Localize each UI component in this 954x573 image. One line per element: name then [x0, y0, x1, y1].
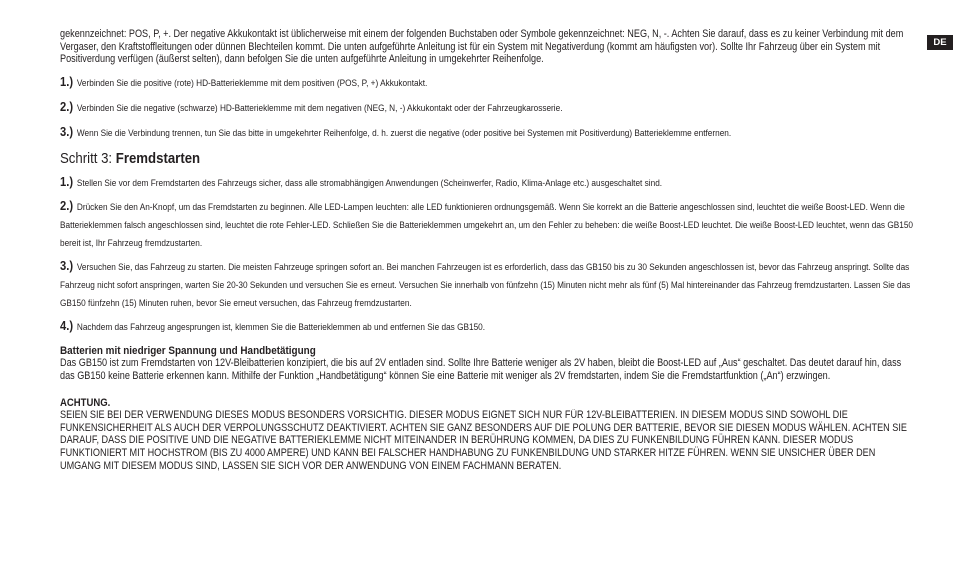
warning-paragraph: SEIEN SIE BEI DER VERWENDUNG DIESES MODUS BESONDERS VORSICHTIG. DIESER MODUS EIGNET SICH NUR FÜR 12V-BLEIBATTERIEN. IN DIESEM MODUS SIND SOWOHL DIE FUNKENSICHERHEIT ALS AUCH DER VERPOLUNGSSCHUTZ DEAKTIVIERT. ACHTEN SIE GANZ BESONDERS AUF DIE POLUNG DER BATTERIE, BEVOR SIE DIESEN MODUS WÄHLEN. ACHTEN SIE DARAUF, DASS DIE POSITIVE UND DIE NEGATIVE BATTERIEKLEMME NICHT MITEINANDER IN BERÜHRUNG KOMMEN, DA DIES ZU FUNKENBILDUNG FÜHREN KANN. DIESER MODUS FUNKTIONIERT MIT HOCHSTROM (BIS ZU 4000 AMPERE) UND KANN BEI FALSCHER HANDHABUNG ZU FUNKENBILDUNG UND STARKER HITZE FÜHREN. WENN SIE UNSICHER ÜBER DEN UMGANG MIT DIESEM MODUS SIND, LASSEN SIE SICH VOR DER ANWENDUNG VON EINEM FACHMANN BERATEN. [60, 409, 907, 472]
connect-step-3 [60, 123, 916, 141]
step-number: 2.) [60, 98, 74, 114]
step-number: 3.) [60, 123, 74, 139]
step-text: Verbinden Sie die negative (schwarze) HD-Batterieklemme mit dem negativen (NEG, N, -) Akkukontakt oder der Fahrzeugkarosserie. [76, 102, 563, 114]
manual-page [60, 28, 916, 472]
intro-paragraph: gekennzeichnet: POS, P, +. Der negative Akkukontakt ist üblicherweise mit einem der folgenden Buchstaben oder Symbole gekennzeichnet: NEG, N, -. Achten Sie darauf, dass es zu keiner Verbindung mit dem Vergaser, den Kraftstoffleitungen oder dünnen Blechteilen kommt. Die unten aufgeführte Anleitung ist für ein System mit Negativerdung (kommt am häufigsten vor). Sollte Ihr Fahrzeug über ein System mit Positiverdung verfügen (äußerst selten), dann befolgen Sie die unten aufgeführte Anleitung in umgekehrter Reihenfolge. [60, 28, 904, 66]
jumpstart-step-3 [60, 257, 916, 311]
language-badge: DE [927, 35, 953, 50]
low-voltage-heading: Batterien mit niedriger Spannung und Handbetätigung [60, 344, 316, 357]
jumpstart-step-4 [60, 317, 916, 335]
connect-step-2 [60, 98, 916, 116]
step-text: Wenn Sie die Verbindung trennen, tun Sie das bitte in umgekehrter Reihenfolge, d. h. zuerst die negative (oder positive bei Systemen mit Positiverdung) Batterieklemme entfernen. [76, 127, 732, 139]
step-number: 4.) [60, 317, 74, 333]
section-heading [60, 150, 813, 168]
section-heading-title: Fremdstarten [115, 149, 201, 167]
step-text: Drücken Sie den An-Knopf, um das Fremdstarten zu beginnen. Alle LED-Lampen leuchten: alle LED funktionieren ordnungsgemäß. Wenn Sie korrekt an die Batterie angeschlossen sind, leuchtet die weiße Boost-LED. Wenn die Batterieklemmen falsch angeschlossen sind, leuchtet die rote Fehler-LED. Schließen Sie die Batterieklemmen umgekehrt an, um den Fehler zu beheben: die weiße Boost-LED leuchtet. Die weiße Boost-LED leuchtet, wenn das GB150 bereit ist, Ihr Fahrzeug fremdzustarten. [60, 201, 914, 249]
step-number: 3.) [60, 257, 74, 273]
step-text: Versuchen Sie, das Fahrzeug zu starten. Die meisten Fahrzeuge springen sofort an. Bei manchen Fahrzeugen ist es erforderlich, dass das GB150 bis zu 30 Sekunden angeschlossen ist, bevor das Fahrzeug anspringt. Sollte das Fahrzeug nicht sofort anspringen, warten Sie 20-30 Sekunden und versuchen Sie es erneut. Versuchen Sie innerhalb von fünfzehn (15) Minuten nicht mehr als fünf (5) Mal hintereinander das Fahrzeug fremdzustarten. Lassen Sie das GB150 fünfzehn (15) Minuten ruhen, bevor Sie erneut versuchen, das Fahrzeug fremdzustarten. [60, 261, 911, 309]
low-voltage-paragraph: Das GB150 ist zum Fremdstarten von 12V-Bleibatterien konzipiert, die bis auf 2V entladen sind. Sollte Ihre Batterie weniger als 2V haben, bleibt die Boost-LED auf „Aus“ geschaltet. Das deutet darauf hin, dass das GB150 keine Batterie erkennen kann. Mithilfe der Funktion „Handbetätigung“ können Sie eine Batterie mit weniger als 2V fremdstarten, indem Sie die Fremdstartfunktion („An“) erzwingen. [60, 357, 902, 382]
step-text: Stellen Sie vor dem Fremdstarten des Fahrzeugs sicher, dass alle stromabhängigen Anwendungen (Scheinwerfer, Radio, Klima-Anlage etc.) ausgeschaltet sind. [76, 177, 663, 189]
connect-step-1 [60, 73, 916, 91]
step-text: Verbinden Sie die positive (rote) HD-Batterieklemme mit dem positiven (POS, P, +) Akkukontakt. [76, 77, 428, 89]
step-number: 2.) [60, 197, 74, 213]
step-text: Nachdem das Fahrzeug angesprungen ist, klemmen Sie die Batterieklemmen ab und entfernen Sie das GB150. [76, 321, 486, 333]
jumpstart-step-2 [60, 197, 916, 251]
jumpstart-step-1 [60, 173, 916, 191]
step-number: 1.) [60, 73, 74, 89]
warning-heading: ACHTUNG. [60, 396, 111, 409]
section-heading-prefix: Schritt 3: [60, 149, 116, 167]
step-number: 1.) [60, 173, 74, 189]
